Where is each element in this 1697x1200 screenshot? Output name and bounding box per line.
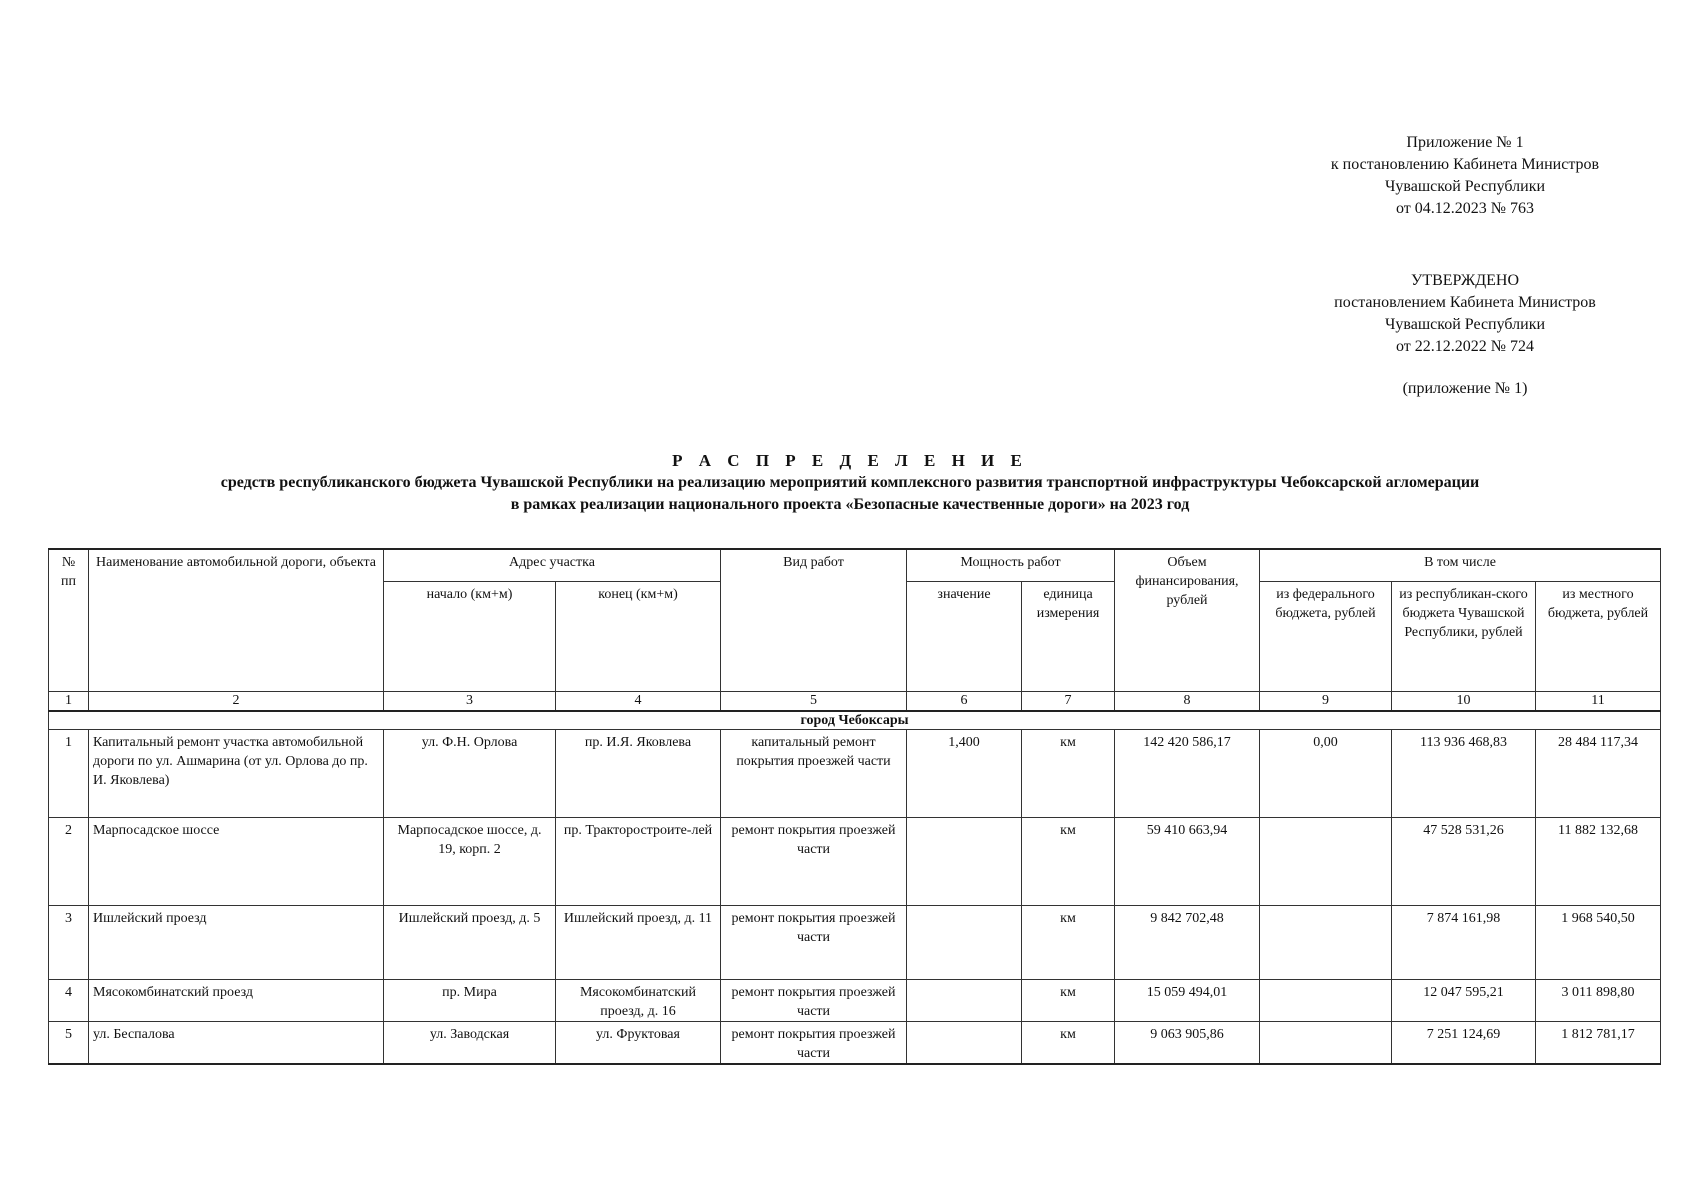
header-name: Наименование автомобильной дороги, объекта [89,549,384,691]
title-line-3: в рамках реализации национального проекта «Безопасные качественные дороги» на 2023 год [510,496,1190,513]
header-no: № пп [49,549,89,691]
appendix-block [1280,132,1650,220]
cell-unit: км [1022,980,1115,1022]
distribution-table [48,548,1661,1065]
cell-funding: 59 410 663,94 [1115,818,1260,906]
appendix-line: от 04.12.2023 № 763 [1395,200,1535,217]
header-end: конец (км+м) [556,581,721,691]
approved-block [1280,270,1650,400]
cell-start: ул. Ф.Н. Орлова [384,730,556,818]
column-number: 5 [721,691,907,711]
approved-line: от 22.12.2022 № 724 [1395,338,1535,355]
column-number: 10 [1392,691,1536,711]
cell-unit: км [1022,906,1115,980]
header-funding: Объем финансирования, рублей [1115,549,1260,691]
table-row [49,980,1661,1022]
cell-federal [1260,980,1392,1022]
column-number: 2 [89,691,384,711]
document-title [40,450,1660,516]
cell-start: Марпосадское шоссе, д. 19, корп. 2 [384,818,556,906]
column-number: 9 [1260,691,1392,711]
cell-no: 4 [49,980,89,1022]
cell-name: Капитальный ремонт участка автомобильной дороги по ул. Ашмарина (от ул. Орлова до пр. И. Яковлева) [89,730,384,818]
approved-line: Чувашской Республики [1384,316,1546,333]
cell-name: Ишлейский проезд [89,906,384,980]
cell-value [907,980,1022,1022]
cell-funding: 9 063 905,86 [1115,1022,1260,1065]
table-row [49,818,1661,906]
approved-line: УТВЕРЖДЕНО [1410,272,1519,289]
header-unit: единица измерения [1022,581,1115,691]
cell-republic: 7 251 124,69 [1392,1022,1536,1065]
cell-end: пр. И.Я. Яковлева [556,730,721,818]
cell-funding: 9 842 702,48 [1115,906,1260,980]
header-work-type: Вид работ [721,549,907,691]
cell-funding: 142 420 586,17 [1115,730,1260,818]
cell-name: Марпосадское шоссе [89,818,384,906]
cell-local: 28 484 117,34 [1536,730,1661,818]
cell-local: 1 812 781,17 [1536,1022,1661,1065]
cell-start: пр. Мира [384,980,556,1022]
table-row [49,1022,1661,1065]
header-value: значение [907,581,1022,691]
cell-funding: 15 059 494,01 [1115,980,1260,1022]
appendix-line: Чувашской Республики [1384,178,1546,195]
table-row [49,730,1661,818]
cell-start: ул. Заводская [384,1022,556,1065]
cell-work: ремонт покрытия проезжей части [721,1022,907,1065]
cell-value [907,1022,1022,1065]
cell-no: 3 [49,906,89,980]
cell-republic: 7 874 161,98 [1392,906,1536,980]
cell-end: Ишлейский проезд, д. 11 [556,906,721,980]
header-including: В том числе [1260,549,1661,581]
cell-end: Мясокомбинатский проезд, д. 16 [556,980,721,1022]
cell-republic: 47 528 531,26 [1392,818,1536,906]
cell-local: 11 882 132,68 [1536,818,1661,906]
cell-local: 3 011 898,80 [1536,980,1661,1022]
cell-work: ремонт покрытия проезжей части [721,980,907,1022]
column-number: 3 [384,691,556,711]
cell-work: ремонт покрытия проезжей части [721,818,907,906]
cell-federal [1260,818,1392,906]
header-local: из местного бюджета, рублей [1536,581,1661,691]
cell-republic: 113 936 468,83 [1392,730,1536,818]
header-capacity: Мощность работ [907,549,1115,581]
column-number: 4 [556,691,721,711]
cell-unit: км [1022,818,1115,906]
cell-work: ремонт покрытия проезжей части [721,906,907,980]
header-federal: из федерального бюджета, рублей [1260,581,1392,691]
appendix-line: Приложение № 1 [1406,134,1524,151]
table-row [49,906,1661,980]
cell-no: 2 [49,818,89,906]
cell-local: 1 968 540,50 [1536,906,1661,980]
cell-work: капитальный ремонт покрытия проезжей части [721,730,907,818]
column-number: 11 [1536,691,1661,711]
column-number: 7 [1022,691,1115,711]
cell-federal [1260,906,1392,980]
header-republic: из республикан-ского бюджета Чувашской Республики, рублей [1392,581,1536,691]
cell-no: 1 [49,730,89,818]
cell-federal: 0,00 [1260,730,1392,818]
cell-start: Ишлейский проезд, д. 5 [384,906,556,980]
cell-name: ул. Беспалова [89,1022,384,1065]
approved-appendix-ref: (приложение № 1) [1402,380,1528,397]
cell-end: ул. Фруктовая [556,1022,721,1065]
cell-value [907,906,1022,980]
cell-unit: км [1022,730,1115,818]
cell-no: 5 [49,1022,89,1065]
column-number: 6 [907,691,1022,711]
cell-unit: км [1022,1022,1115,1065]
cell-federal [1260,1022,1392,1065]
cell-value [907,818,1022,906]
cell-name: Мясокомбинатский проезд [89,980,384,1022]
title-line-2: средств республиканского бюджета Чувашской Республики на реализацию мероприятий комплексного развития транспортной инфраструктуры Чебоксарской агломерации [220,474,1480,491]
column-number: 8 [1115,691,1260,711]
cell-value: 1,400 [907,730,1022,818]
cell-end: пр. Тракторострoите-лей [556,818,721,906]
approved-line: постановлением Кабинета Министров [1334,294,1596,311]
header-start: начало (км+м) [384,581,556,691]
title-main: Р А С П Р Е Д Е Л Е Н И Е [672,451,1028,470]
cell-republic: 12 047 595,21 [1392,980,1536,1022]
header-address: Адрес участка [384,549,721,581]
appendix-line: к постановлению Кабинета Министров [1330,156,1600,173]
section-title: город Чебоксары [49,711,1661,730]
column-number: 1 [49,691,89,711]
